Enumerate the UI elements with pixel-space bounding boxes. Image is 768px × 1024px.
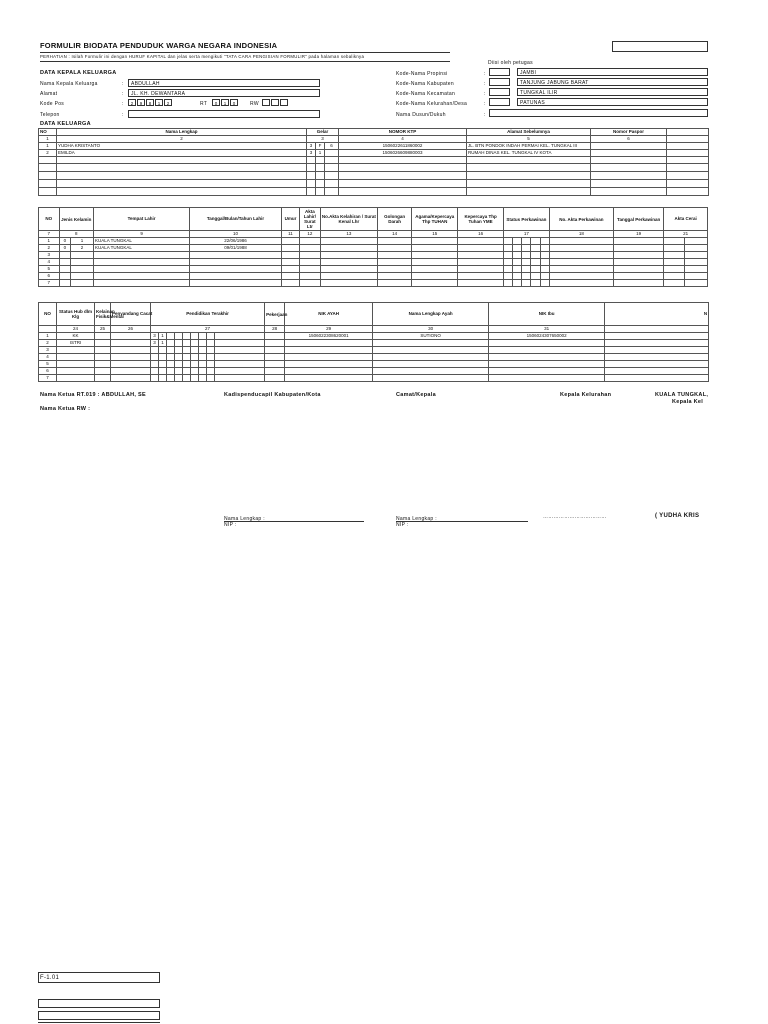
- colon: :: [122, 81, 124, 87]
- nama-kk-field[interactable]: [128, 79, 320, 87]
- prov-code-field[interactable]: [489, 68, 510, 76]
- row-no: 2: [39, 150, 57, 157]
- title-underline: [40, 52, 450, 53]
- row-paspor[interactable]: [591, 143, 667, 150]
- kab-name-field[interactable]: [517, 78, 708, 86]
- ketua-rw: Nama Ketua RW :: [40, 406, 91, 412]
- row-tempat-lahir[interactable]: KUALA TUNGKAL: [93, 238, 189, 245]
- row-jk[interactable]: 1: [71, 238, 94, 245]
- kadis-label: Kadispenducapil Kabupaten/Kota: [224, 392, 321, 398]
- form-code-box: [38, 972, 160, 983]
- kab-code-field[interactable]: [489, 78, 510, 86]
- col-number: 30: [373, 326, 489, 333]
- col-number: 4: [339, 136, 467, 143]
- alamat-field[interactable]: [128, 89, 320, 97]
- prov-name-field[interactable]: [517, 68, 708, 76]
- footer-box-2[interactable]: [38, 1011, 160, 1020]
- colon: :: [484, 101, 486, 107]
- table-row: 3: [39, 347, 709, 354]
- dusun-label: Nama Dusun/Dukuh: [396, 112, 446, 118]
- row-status[interactable]: ISTRI: [57, 340, 95, 347]
- status-table: [38, 302, 709, 382]
- form-title: FORMULIR BIODATA PENDUDUK WARGA NEGARA INDONESIA: [40, 41, 278, 50]
- col-number: 15: [412, 231, 458, 238]
- col-number: 17: [503, 231, 549, 238]
- header-cell: No.Akta Kelahiran / Surat Kenal Lhr: [320, 208, 377, 231]
- col-number: 21: [664, 231, 708, 238]
- rt-digit[interactable]: 0: [212, 99, 220, 106]
- row-pendidikan[interactable]: 3: [151, 333, 159, 340]
- table-row: 4: [39, 354, 709, 361]
- kodepos-digit[interactable]: 2: [128, 99, 136, 106]
- rt-digit[interactable]: 1: [221, 99, 229, 106]
- header-cell: NO: [39, 208, 60, 231]
- kec-name-field[interactable]: [517, 88, 708, 96]
- colon: :: [484, 81, 486, 87]
- col-number: 5: [467, 136, 591, 143]
- telepon-label: Telepon: [40, 112, 60, 118]
- row-nik-ibu[interactable]: 1506024307650002: [489, 333, 605, 340]
- table-row: [39, 180, 709, 188]
- biodata-table: [38, 207, 708, 287]
- rt-label: RT: [200, 101, 208, 107]
- col-number: 31: [489, 326, 605, 333]
- kel-code-field[interactable]: [489, 98, 510, 106]
- row-pendidikan[interactable]: 1: [159, 333, 167, 340]
- camat-nama-label: Nama Lengkap :: [396, 516, 437, 522]
- dusun-field[interactable]: [489, 109, 708, 117]
- form-number-box[interactable]: [612, 41, 708, 52]
- row-pendidikan[interactable]: 1: [159, 340, 167, 347]
- col-number: 18: [549, 231, 613, 238]
- table-row: [39, 238, 708, 245]
- col-number: 14: [378, 231, 412, 238]
- header-cell: NO: [39, 129, 57, 136]
- rw-label: RW: [250, 101, 259, 107]
- row-gelar[interactable]: 3: [307, 150, 316, 157]
- kec-code-field[interactable]: [489, 88, 510, 96]
- row-no: 2: [39, 340, 57, 347]
- row-ktp[interactable]: 1506022611860002: [339, 143, 467, 150]
- camat-name-line: [396, 521, 528, 522]
- row-no: 1: [39, 333, 57, 340]
- col-number: 3: [307, 136, 339, 143]
- colon: :: [484, 91, 486, 97]
- col-number: 6: [591, 136, 667, 143]
- kel-name-field[interactable]: [517, 98, 708, 106]
- kepala-kel-label: Kepala Kelurahan: [560, 392, 612, 398]
- header-cell: Penyandang Cacat: [111, 303, 151, 326]
- row-jk[interactable]: 2: [71, 245, 94, 252]
- row-gelar[interactable]: [325, 150, 339, 157]
- row-nama[interactable]: YUDHA KRISTANTO: [57, 143, 307, 150]
- row-jk[interactable]: 0: [59, 238, 70, 245]
- kodepos-digit[interactable]: 2: [164, 99, 172, 106]
- header-cell: Pendidikan Terakhir: [151, 303, 265, 326]
- kadis-nip-label: NIP :: [224, 522, 237, 528]
- kab-label: Kode-Nama Kabupaten: [396, 81, 454, 87]
- colon: :: [122, 101, 124, 107]
- colon: :: [122, 112, 124, 118]
- row-no: 2: [39, 245, 60, 252]
- col-number: 11: [281, 231, 299, 238]
- header-cell: Akta Lahir/ Surat Ltr: [300, 208, 321, 231]
- header-cell: Nomor Paspor: [591, 129, 667, 136]
- header-cell: Nama Lengkap: [57, 129, 307, 136]
- rw-digit[interactable]: [262, 99, 270, 106]
- alamat-label: Alamat: [40, 91, 58, 97]
- ketua-rt: Nama Ketua RT.019 : ABDULLAH, SE: [40, 392, 146, 398]
- kel-value: PATUNAS: [520, 100, 545, 106]
- kepala-kel-label-2: Kepala Kel: [672, 399, 704, 405]
- camat-label: Camat/Kepala: [396, 392, 436, 398]
- colon: :: [122, 91, 124, 97]
- note-underline: [40, 61, 450, 62]
- col-number: 7: [39, 231, 60, 238]
- telepon-field[interactable]: [128, 110, 320, 118]
- header-cell: NOMOR KTP: [339, 129, 467, 136]
- form-note: PERHATIAN : Isilah Formulir ini dengan HURUF KAPITAL dan jelas serta mengikuti "TATA CARA PENGISIAN FORMULIR" pada halaman sebaliknya: [40, 54, 365, 59]
- row-paspor[interactable]: [591, 150, 667, 157]
- row-nik-ayah[interactable]: 1506022308620001: [285, 333, 373, 340]
- section-data-keluarga: DATA KELUARGA: [40, 121, 91, 127]
- header-cell: Tempat Lahir: [93, 208, 189, 231]
- keluarga-table: [38, 128, 709, 196]
- row-tempat-lahir[interactable]: KUALA TUNGKAL: [93, 245, 189, 252]
- kel-label: Kode-Nama Kelurahan/Desa: [396, 101, 468, 107]
- row-no: 1: [39, 143, 57, 150]
- camat-nip-label: NIP :: [396, 522, 409, 528]
- col-number: 25: [95, 326, 111, 333]
- table-row: [39, 188, 709, 196]
- row-nama[interactable]: EMILDA: [57, 150, 307, 157]
- kec-value: TUNGKAL ILIR: [520, 90, 558, 96]
- header-cell: Tanggal Perkawinan: [613, 208, 663, 231]
- col-number: 28: [265, 326, 285, 333]
- col-number: 8: [59, 231, 93, 238]
- table-row: 6: [39, 273, 708, 280]
- table-row: [39, 172, 709, 180]
- table-row: 7: [39, 280, 708, 287]
- row-alamat[interactable]: RUMAH DINAS KEL. TUNGKAL IV KOTA: [467, 150, 591, 157]
- signer-name: ( YUDHA KRIS: [655, 513, 700, 519]
- kepala-kel-dots: ………………………………: [543, 514, 607, 520]
- table-row: [39, 143, 709, 150]
- header-cell: Akta Cerai: [664, 208, 708, 231]
- header-cell: Gelar: [307, 129, 339, 136]
- col-number: 29: [285, 326, 373, 333]
- nama-kk-value: ABDULLAH: [131, 81, 160, 87]
- col-number: 2: [57, 136, 307, 143]
- row-gelar[interactable]: 1: [316, 150, 325, 157]
- rt-digit[interactable]: 0: [230, 99, 238, 106]
- header-cell: Status Perkawinan: [503, 208, 549, 231]
- header-cell: Jenis Kelamin: [59, 208, 93, 231]
- kodepos-digit[interactable]: 1: [155, 99, 163, 106]
- row-nama-ayah[interactable]: SUTIONO: [373, 333, 489, 340]
- row-pendidikan[interactable]: 3: [151, 340, 159, 347]
- col-number: 1: [39, 136, 57, 143]
- footer-line: [38, 1022, 160, 1023]
- col-number: 26: [111, 326, 151, 333]
- table-row: [39, 150, 709, 157]
- section-kepala-keluarga: DATA KEPALA KELUARGA: [40, 70, 117, 76]
- table-row: 7: [39, 375, 709, 382]
- table-row: 6: [39, 368, 709, 375]
- rw-digit[interactable]: [280, 99, 288, 106]
- prov-label: Kode-Nama Propinsi: [396, 71, 448, 77]
- kadis-name-line: [224, 521, 364, 522]
- col-number: 10: [190, 231, 282, 238]
- header-cell: Status Hub dlm Klg: [57, 303, 95, 326]
- header-cell: Golongan Darah: [378, 208, 412, 231]
- row-jk[interactable]: 0: [59, 245, 70, 252]
- header-cell: NO: [39, 303, 57, 326]
- col-number: 9: [93, 231, 189, 238]
- col-number: 12: [300, 231, 321, 238]
- row-tgl-lahir[interactable]: 09/01/1988: [190, 245, 282, 252]
- prov-value: JAMBI: [520, 70, 537, 76]
- header-cell: NIK Ibu: [489, 303, 605, 326]
- col-number: 13: [320, 231, 377, 238]
- table-row: [39, 245, 708, 252]
- kodepos-digit[interactable]: 8: [146, 99, 154, 106]
- col-number: 27: [151, 326, 265, 333]
- table-row: 3: [39, 252, 708, 259]
- header-cell: Kepercaya Thp Tuhan YME: [458, 208, 504, 231]
- kec-label: Kode-Nama Kecamatan: [396, 91, 456, 97]
- header-cell: Nama Lengkap Ayah: [373, 303, 489, 326]
- table-row: [39, 157, 709, 164]
- colon: :: [484, 112, 486, 118]
- kodepos-label: Kode Pos: [40, 101, 65, 107]
- row-gelar[interactable]: F: [316, 143, 325, 150]
- col-number: 19: [613, 231, 663, 238]
- table-row: 4: [39, 259, 708, 266]
- rw-digit[interactable]: [271, 99, 279, 106]
- row-alamat[interactable]: JL. BTN PONDOK INDAH PERMAI KEL. TUNGKAL III: [467, 143, 591, 150]
- header-cell: N: [605, 303, 709, 326]
- table-row: [39, 164, 709, 172]
- header-cell: Umur: [281, 208, 299, 231]
- form-code: F-1.01: [40, 975, 60, 981]
- header-cell: Alamat Sebelumnya: [467, 129, 591, 136]
- table-row: 5: [39, 266, 708, 273]
- col-number: 16: [458, 231, 504, 238]
- header-cell: Pekerjaan: [265, 303, 285, 326]
- header-cell: NIK AYAH: [285, 303, 373, 326]
- header-cell: Tanggal/Bulan/Tahun Lahir: [190, 208, 282, 231]
- kodepos-digit[interactable]: 9: [137, 99, 145, 106]
- colon: :: [484, 71, 486, 77]
- col-number: 24: [57, 326, 95, 333]
- row-tgl-lahir[interactable]: 22/06/1986: [190, 238, 282, 245]
- nama-kk-label: Nama Kepala Keluarga: [40, 81, 98, 87]
- row-gelar[interactable]: 3: [307, 143, 316, 150]
- place-label: KUALA TUNGKAL,: [655, 392, 709, 398]
- header-cell: Kelainan Fisik&Mental: [95, 303, 111, 326]
- footer-box-1[interactable]: [38, 999, 160, 1008]
- diisi-petugas-label: Diisi oleh petugas: [488, 60, 533, 66]
- table-row: [39, 333, 709, 340]
- row-ktp[interactable]: 1506026609880003: [339, 150, 467, 157]
- table-row: 5: [39, 361, 709, 368]
- kab-value: TANJUNG JABUNG BARAT: [520, 80, 589, 86]
- row-gelar[interactable]: 6: [325, 143, 339, 150]
- table-row: [39, 340, 709, 347]
- header-cell: No. Akta Perkawinan: [549, 208, 613, 231]
- alamat-value: JL. KH. DEWANTARA: [131, 91, 186, 97]
- kadis-nama-label: Nama Lengkap :: [224, 516, 265, 522]
- row-status[interactable]: KK: [57, 333, 95, 340]
- row-no: 1: [39, 238, 60, 245]
- header-cell: Agama/Kepercaya Thp TUHAN: [412, 208, 458, 231]
